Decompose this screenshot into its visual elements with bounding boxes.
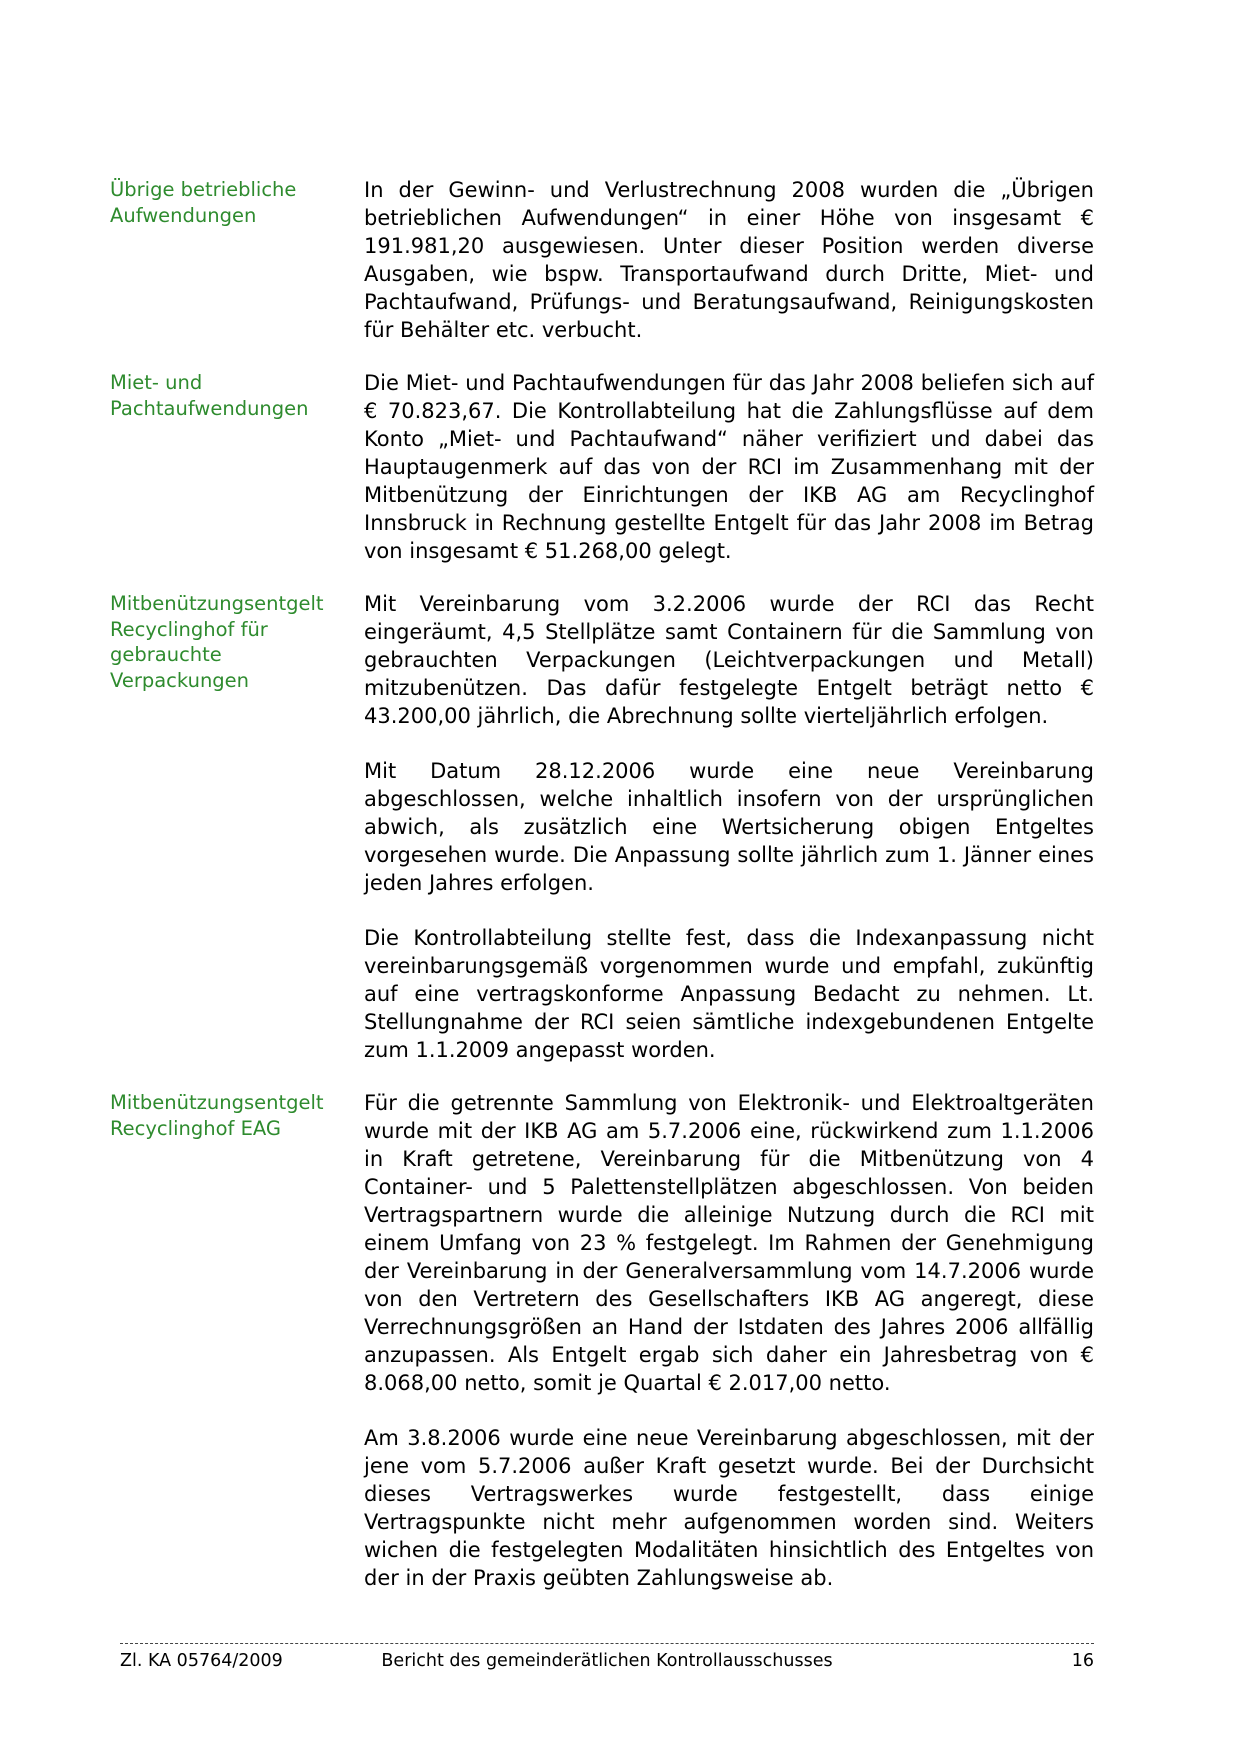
section-mitbenuetzung-eag [110,1089,1094,1592]
section-body [364,176,1094,344]
margin-note: Miet- und Pachtaufwendungen [110,371,309,420]
section-body [364,590,1094,1064]
paragraph: Die Kontrollabteilung stellte fest, dass die Indexanpassung nicht vereinbarungsgemäß vorgenommen wurde und empfahl, zukünftig auf eine vertragskonforme Anpassung Bedacht zu nehmen. Lt. Stellungnahme der RCI seien sämtliche indexgebundenen Entgelte zum 1.1.2009 angepasst worden. [364,926,1094,1062]
page-content [110,176,1094,1592]
section-body [364,369,1094,565]
page-number: 16 [1071,1651,1094,1671]
document-reference: Zl. KA 05764/2009 [120,1651,283,1671]
paragraph: In der Gewinn- und Verlustrechnung 2008 wurden die „Übrigen betrieblichen Aufwendungen“ in einer Höhe von insgesamt € 191.981,20 ausgewiesen. Unter dieser Position werden diverse Ausgaben, wie bspw. Transportaufwand durch Dritte, Miet- und Pachtaufwand, Prüfungs- und Beratungsaufwand, Reinigungskosten für Behälter etc. verbucht. [364,178,1094,342]
section-mitbenuetzung-verpackungen [110,590,1094,1064]
margin-note: Übrige betriebliche Aufwendungen [110,178,297,227]
paragraph: Mit Vereinbarung vom 3.2.2006 wurde der RCI das Recht eingeräumt, 4,5 Stellplätze samt Containern für die Sammlung von gebrauchten Verpackungen (Leichtverpackungen und Metall) mitzubenützen. Das dafür festgelegte Entgelt beträgt netto € 43.200,00 jährlich, die Abrechnung sollte vierteljährlich erfolgen. [364,592,1094,728]
footer-row [120,1650,1094,1672]
section-uebrige-aufwendungen [110,176,1094,344]
section-miet-pachtaufwendungen [110,369,1094,565]
page-footer [120,1643,1094,1672]
paragraph: Mit Datum 28.12.2006 wurde eine neue Vereinbarung abgeschlossen, welche inhaltlich insofern von der ursprünglichen abwich, als zusätzlich eine Wertsicherung obigen Entgeltes vorgesehen wurde. Die Anpassung sollte jährlich zum 1. Jänner eines jeden Jahres erfolgen. [364,759,1094,895]
paragraph: Die Miet- und Pachtaufwendungen für das Jahr 2008 beliefen sich auf € 70.823,67. Die Kontrollabteilung hat die Zahlungsflüsse auf dem Konto „Miet- und Pachtaufwand“ näher verifiziert und dabei das Hauptaugenmerk auf das von der RCI im Zusammenhang mit der Mitbenützung der Einrichtungen der IKB AG am Recyclinghof Innsbruck in Rechnung gestellte Entgelt für das Jahr 2008 im Betrag von insgesamt € 51.268,00 gelegt. [364,371,1094,563]
footer-divider [120,1643,1094,1644]
paragraph: Für die getrennte Sammlung von Elektronik- und Elektroaltgeräten wurde mit der IKB AG am 5.7.2006 eine, rückwirkend zum 1.1.2006 in Kraft getretene, Vereinbarung für die Mitbenützung von 4 Container- und 5 Palettenstellplätzen abgeschlossen. Von beiden Vertragspartnern wurde die alleinige Nutzung durch die RCI mit einem Umfang von 23 % festgelegt. Im Rahmen der Genehmigung der Vereinbarung in der Generalversammlung vom 14.7.2006 wurde von den Vertretern des Gesellschafters IKB AG angeregt, diese Verrechnungsgrößen an Hand der Istdaten des Jahres 2006 allfällig anzupassen. Als Entgelt ergab sich daher ein Jahresbetrag von € 8.068,00 netto, somit je Quartal € 2.017,00 netto. [364,1091,1094,1395]
report-title: Bericht des gemeinderätlichen Kontrollausschusses [381,1651,833,1671]
margin-note: Mitbenützungsentgelt Recyclinghof EAG [110,1091,324,1140]
margin-note: Mitbenützungsentgelt Recyclinghof für gebrauchte Verpackungen [110,592,324,692]
paragraph: Am 3.8.2006 wurde eine neue Vereinbarung abgeschlossen, mit der jene vom 5.7.2006 außer Kraft gesetzt wurde. Bei der Durchsicht dieses Vertragswerkes wurde festgestellt, dass einige Vertragspunkte nicht mehr aufgenommen worden sind. Weiters wichen die festgelegten Modalitäten hinsichtlich des Entgeltes von der in der Praxis geübten Zahlungsweise ab. [364,1426,1094,1590]
section-body [364,1089,1094,1592]
